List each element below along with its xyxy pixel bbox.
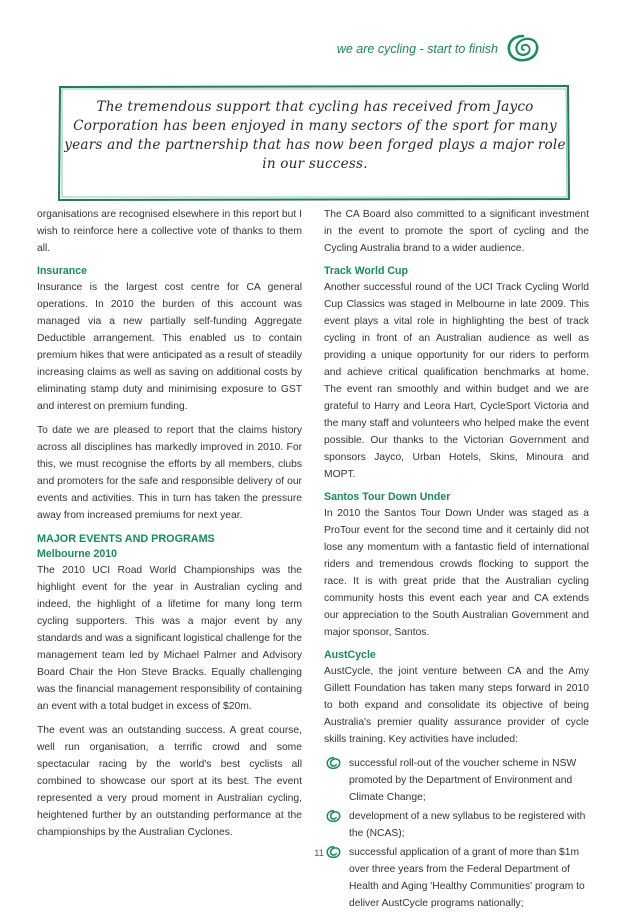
santos-paragraph: In 2010 the Santos Tour Down Under was staged as a ProTour event for the second time and it certainly did not lose any momentum with a fantastic field of international riders and tremendous crowds flocking to support the race. It is with great pride that the Australian cycling community hosts this event each year and CA extends our appreciation to the South Australian Government and major sponsor, Santos. [324,508,589,638]
pull-quote-box [56,84,572,202]
left-intro-paragraph: organisations are recognised elsewhere in this report but I wish to reinforce here a collective vote of thanks to them all. [37,209,302,254]
austcycle-paragraph: AustCycle, the joint venture between CA and the Amy Gillett Foundation has taken many steps forward in 2010 to both expand and consolidate its objective of being Australia's premier quality assurance provider of cycle skills training. Key activities have included: [324,666,589,745]
right-intro-paragraph: The CA Board also committed to a significant investment in the event to promote the sport of cycling and the Cycling Australia brand to a wider audience. [324,209,589,254]
insurance-paragraph-2: To date we are pleased to report that the claims history across all disciplines has markedly improved in 2010. For this, we must recognise the efforts by all members, clubs and promoters for the safe and responsible delivery of our events and activities. This in turn has taken the pressure away from increased premiums for next year. [37,425,302,521]
track-world-cup-heading: Track World Cup [324,265,408,277]
major-events-heading: MAJOR EVENTS AND PROGRAMS [37,533,215,545]
melbourne-paragraph-2: The event was an outstanding success. A great course, well run organisation, a terrific crowd and some spectacular racing by the world's best cyclists all combined to showcase our sport at its best. The event represented a very proud moment in Australian cycling, heightened further by an outstanding performance at the championships by the Australian Cyclones. [37,725,302,838]
left-column [37,206,302,848]
santos-heading: Santos Tour Down Under [324,491,451,503]
list-item-text: development of a new syllabus to be registered with the (NCAS); [349,811,586,839]
track-world-cup-paragraph: Another successful round of the UCI Track Cycling World Cup Classics was staged in Melbourne in late 2009. This event plays a vital role in highlighting the best of track cycling in front of an Australian audience as well as providing a unique opportunity for our riders to perform and achieve critical qualification benchmarks at home. The event ran smoothly and within budget and we are grateful to Harry and Leora Hart, CycleSport Victoria and the many staff and volunteers who helped make the event possible. Our thanks to the Victorian Government and sponsors Jayco, Urban Hotels, Skins, Minoura and MOPT. [324,282,589,480]
melbourne-paragraph-1: The 2010 UCI Road World Championships was the highlight event for the year in Australian cycling and indeed, the highlight of a lifetime for many long term cycling supporters. This was a major event by any standards and was a significant logistical challenge for the management team led by Michael Palmer and Advisory Board Chair the Hon Steve Bracks. Equally challenging was the financial management responsibility of containing an event with a total budget in excess of $20m. [37,565,303,712]
swirl-logo-icon [506,33,540,63]
list-item [324,844,589,912]
page-number: 11 [314,848,324,859]
header-tagline: we are cycling - start to finish [336,42,498,56]
insurance-heading: Insurance [37,265,88,277]
melbourne-heading: Melbourne 2010 [37,548,118,560]
insurance-paragraph-1: Insurance is the largest cost centre for CA general operations. In 2010 the burden of this account was managed via a new partially self-funding Aggregate Deductible arrangement. This enabled us to contain premium hikes that were anticipated as a result of steadily increasing claims as well as saving on additional costs by eliminating stamp duty and minimising exposure to GST and interest on premium funding. [37,282,302,412]
list-item-text: successful application of a grant of more than $1m over three years from the Federal Department of Health and Aging 'Healthy Communities' program to deliver AustCycle programs nationally; [349,847,585,909]
right-column [324,206,589,914]
pull-quote-text: The tremendous support that cycling has received from Jayco Corporation has been enjoyed in many sectors of the sport for many years and the partnership that has now been forged plays a major role in our success. [64,99,566,172]
swirl-bullet-icon [326,809,341,823]
list-item [324,808,589,842]
austcycle-activities-list [324,755,589,912]
list-item [324,755,589,806]
austcycle-heading: AustCycle [324,649,376,661]
list-item-text: successful roll-out of the voucher scheme in NSW promoted by the Department of Environment and Climate Change; [349,758,577,803]
swirl-bullet-icon [326,756,341,770]
